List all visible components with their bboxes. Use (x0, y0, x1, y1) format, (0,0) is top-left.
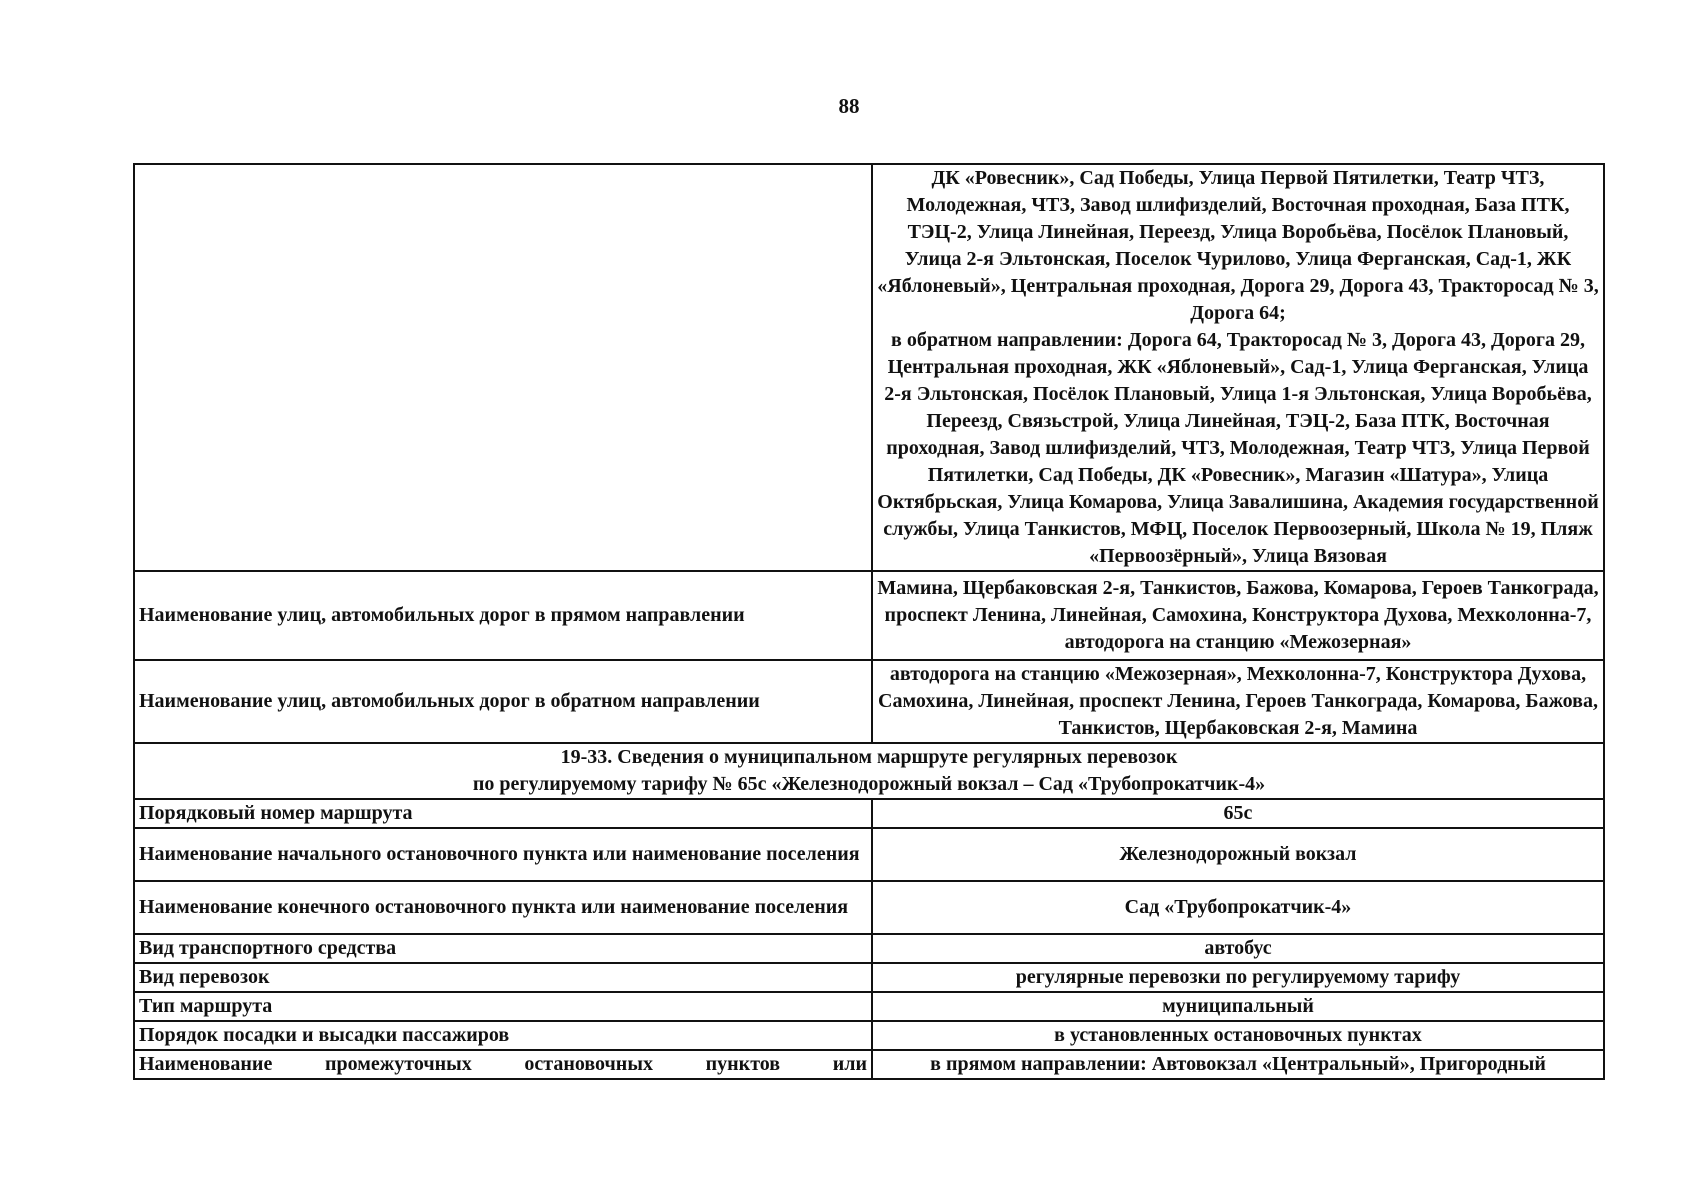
table-row-route-number (134, 799, 1604, 828)
table-row-stops-continuation (134, 164, 1604, 571)
stops-reverse-list: в обратном направлении: Дорога 64, Тракторосад № 3, Дорога 43, Дорога 29, Центральная проходная, ЖК «Яблоневый», Сад-1, Улица Ферганская, Улица 2-я Эльтонская, Посёлок Плановый, Улица 1-я Эльтонская, Улица Воробьёва, Переезд, Связьстрой, Улица Линейная, ТЭЦ-2, База ПТК, Восточная проходная, Завод шлифизделий, ЧТЗ, Молодежная, Театр ЧТЗ, Улица Первой Пятилетки, Сад Победы, ДК «Ровесник», Магазин «Шатура», Улица Октябрьская, Улица Комарова, Улица Завалишина, Академия государственной службы, Улица Танкистов, МФЦ, Поселок Первоозерный, Школа № 19, Пляж «Первоозёрный», Улица Вязовая (877, 329, 1599, 567)
start-stop-label: Наименование начального остановочного пункта или наименование поселения (134, 828, 872, 881)
table-row-streets-reverse (134, 660, 1604, 743)
stops-forward-tail: ДК «Ровесник», Сад Победы, Улица Первой Пятилетки, Театр ЧТЗ, Молодежная, ЧТЗ, Завод шлифизделий, Восточная проходная, База ПТК, ТЭЦ-2, Улица Линейная, Переезд, Улица Воробьёва, Посёлок Плановый, Улица 2-я Эльтонская, Поселок Чурилово, Улица Ферганская, Сад-1, ЖК «Яблоневый», Центральная проходная, Дорога 29, Дорога 43, Тракторосад № 3, Дорога 64; (877, 167, 1599, 324)
boarding-order-label: Порядок посадки и высадки пассажиров (134, 1021, 872, 1050)
table-row-intermediate-stops (134, 1050, 1604, 1079)
route-type-label: Тип маршрута (134, 992, 872, 1021)
section-title-line2: по регулируемому тарифу № 65с «Железнодорожный вокзал – Сад «Трубопрокатчик-4» (472, 773, 1266, 795)
vehicle-type-value: автобус (872, 934, 1604, 963)
streets-reverse-label: Наименование улиц, автомобильных дорог в обратном направлении (134, 660, 872, 743)
page-number: 88 (838, 94, 860, 118)
boarding-order-value: в установленных остановочных пунктах (872, 1021, 1604, 1050)
streets-reverse-value: автодорога на станцию «Межозерная», Мехколонна-7, Конструктора Духова, Самохина, Линейная, проспект Ленина, Героев Танкограда, Комарова, Бажова, Танкистов, Щербаковская 2-я, Мамина (872, 660, 1604, 743)
vehicle-type-label: Вид транспортного средства (134, 934, 872, 963)
streets-forward-label: Наименование улиц, автомобильных дорог в прямом направлении (134, 571, 872, 660)
table-row-streets-forward (134, 571, 1604, 660)
table-row-vehicle-type (134, 934, 1604, 963)
route-type-value: муниципальный (872, 992, 1604, 1021)
section-title (134, 743, 1604, 799)
intermediate-stops-value: в прямом направлении: Автовокзал «Центральный», Пригородный (872, 1050, 1604, 1079)
table-row-section-title (134, 743, 1604, 799)
intermediate-stops-label: Наименование промежуточных остановочных пунктов или (134, 1050, 872, 1079)
table-row-route-type (134, 992, 1604, 1021)
route-number-value: 65с (872, 799, 1604, 828)
route-table (133, 163, 1605, 1080)
end-stop-value: Сад «Трубопрокатчик-4» (872, 881, 1604, 934)
stops-continuation-cell (872, 164, 1604, 571)
transport-kind-value: регулярные перевозки по регулируемому тарифу (872, 963, 1604, 992)
streets-forward-value: Мамина, Щербаковская 2-я, Танкистов, Бажова, Комарова, Героев Танкограда, проспект Ленина, Линейная, Самохина, Конструктора Духова, Мехколонна-7, автодорога на станцию «Межозерная» (872, 571, 1604, 660)
transport-kind-label: Вид перевозок (134, 963, 872, 992)
table-row-end-stop (134, 881, 1604, 934)
table-row-start-stop (134, 828, 1604, 881)
start-stop-value: Железнодорожный вокзал (872, 828, 1604, 881)
empty-label-cell (134, 164, 872, 571)
route-number-label: Порядковый номер маршрута (134, 799, 872, 828)
table-row-boarding-order (134, 1021, 1604, 1050)
end-stop-label: Наименование конечного остановочного пункта или наименование поселения (134, 881, 872, 934)
table-row-transport-kind (134, 963, 1604, 992)
section-title-line1: 19-33. Сведения о муниципальном маршруте регулярных перевозок (560, 746, 1178, 768)
